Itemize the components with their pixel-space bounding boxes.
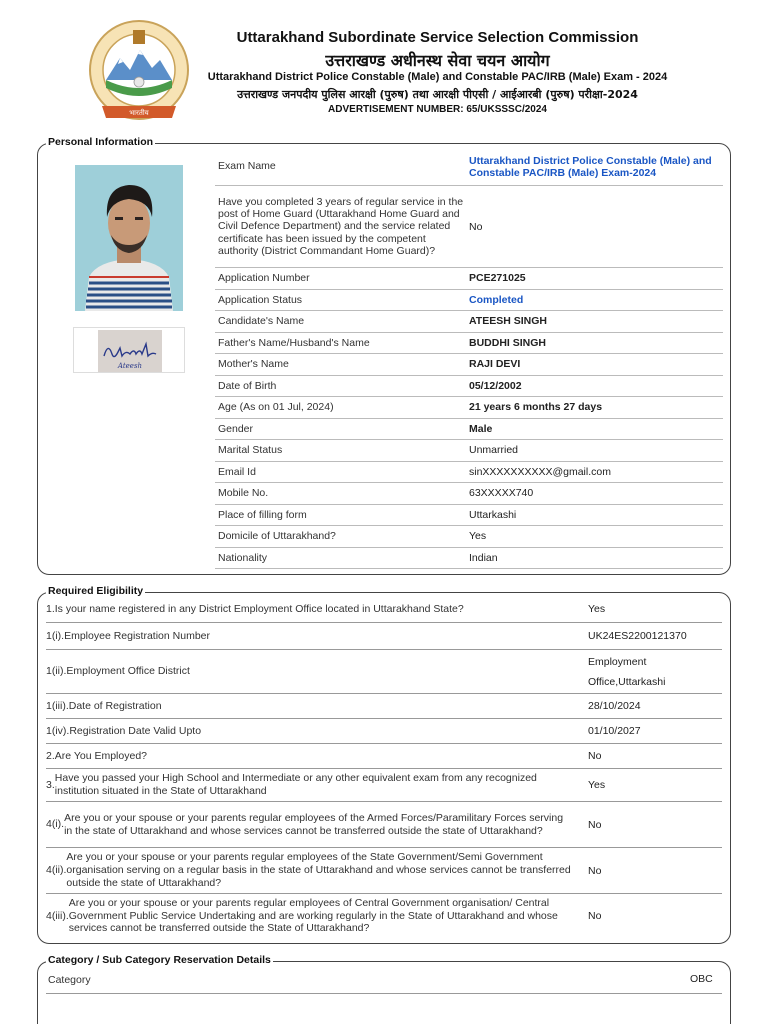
- question-text: Have you passed your High School and Intermediate or any other equivalent exam from any recognized institution situated in the State of Uttarakhand: [54, 772, 537, 797]
- personal-information-section: [37, 136, 731, 575]
- row-label: Age (As on 01 Jul, 2024): [218, 401, 334, 414]
- table-row: [215, 440, 723, 462]
- row-label: Father's Name/Husband's Name: [218, 336, 370, 349]
- row-value: Yes: [469, 530, 487, 543]
- row-label: Marital Status: [218, 444, 283, 457]
- row-label: Application Status: [218, 293, 303, 306]
- table-row: [215, 376, 723, 398]
- eligibility-row: [46, 802, 722, 848]
- table-row: [215, 526, 723, 548]
- question-number: 1(i).: [46, 629, 65, 642]
- row-value: PCE271025: [469, 272, 526, 285]
- table-row: [215, 354, 723, 376]
- question-text: Are you or your spouse or your parents regular employees of the Armed Forces/Paramilitary Forces serving in the state of Uttarakhand and whose services cannot be transferred outside the state of Uttarakhand?: [64, 811, 564, 837]
- table-row: [215, 148, 723, 186]
- table-row: [215, 397, 723, 419]
- answer-value: No: [588, 910, 602, 922]
- row-label: Place of filling form: [218, 508, 307, 521]
- table-row: [215, 483, 723, 505]
- commission-title-en: Uttarakhand Subordinate Service Selection Commission: [236, 29, 639, 46]
- question-text: Employee Registration Number: [64, 629, 210, 642]
- question-number: 2.: [46, 749, 55, 762]
- question-number: 1(ii).: [46, 665, 67, 678]
- application-status-value: Completed: [469, 293, 524, 306]
- row-label: Mobile No.: [218, 487, 269, 500]
- row-value: Male: [469, 422, 493, 435]
- answer-value: No: [588, 750, 602, 762]
- question-number: 4(i).: [46, 818, 65, 831]
- table-row: [215, 268, 723, 290]
- eligibility-row: [46, 848, 722, 894]
- row-label: Gender: [218, 422, 254, 435]
- category-value: OBC: [690, 973, 713, 985]
- answer-value: Yes: [588, 779, 606, 791]
- question-text: Are You Employed?: [54, 749, 147, 762]
- question-text: Are you or your spouse or your parents regular employees of Central Government organisation/ Central Government Public Service Undertaking and are working regularly in the State of Uttarakhand and whose services cannot be transferred outside the State of Uttarakhand?: [68, 896, 558, 935]
- eligibility-row: [46, 597, 722, 623]
- commission-title-hi: उत्तराखण्ड अधीनस्थ सेवा चयन आयोग: [325, 51, 550, 70]
- row-value: Uttarkashi: [469, 508, 517, 521]
- table-row: [215, 186, 723, 268]
- question-number: 1(iv).: [46, 724, 70, 737]
- signature-box: [73, 327, 185, 373]
- row-label: Candidate's Name: [218, 315, 305, 328]
- row-value: ATEESH SINGH: [469, 315, 547, 328]
- svg-text:भारतीय: भारतीय: [129, 109, 149, 117]
- answer-value: Yes: [588, 603, 606, 615]
- svg-text:Ateesh: Ateesh: [117, 362, 143, 370]
- question-text: Employment Office District: [66, 665, 190, 678]
- table-row: [215, 462, 723, 484]
- answer-value: Employment Office,Uttarkashi: [588, 656, 666, 688]
- required-eligibility-section: [37, 585, 731, 944]
- row-value: 21 years 6 months 27 days: [469, 401, 603, 414]
- row-value: sinXXXXXXXXXX@gmail.com: [469, 465, 611, 478]
- category-reservation-section: [37, 954, 731, 1024]
- answer-value: UK24ES2200121370: [588, 630, 687, 642]
- row-label: Date of Birth: [218, 379, 277, 392]
- table-row: [215, 548, 723, 570]
- candidate-photo: [75, 165, 183, 311]
- category-reservation-legend: Category / Sub Category Reservation Details: [48, 954, 271, 966]
- exam-title-hi: उत्तराखण्ड जनपदीय पुलिस आरक्षी (पुरुष) तथा आरक्षी पीएसी / आईआरबी (पुरुष) परीक्षा-2024: [237, 88, 638, 101]
- row-label: Have you completed 3 years of regular service in the post of Home Guard (Uttarakhand Home Guard and Civil Defence Department) and the service related certificate has been issued by the competent authority (District Commandant Home Guard)?: [218, 195, 464, 257]
- category-label: Category: [48, 974, 91, 986]
- personal-information-legend: Personal Information: [48, 136, 154, 148]
- question-text: Is your name registered in any District Employment Office located in Uttarakhand State?: [54, 603, 464, 616]
- row-value: No: [469, 220, 483, 233]
- question-number: 4(ii).: [46, 864, 67, 877]
- eligibility-row: [46, 694, 722, 719]
- personal-info-table: [215, 148, 723, 569]
- row-label: Nationality: [218, 551, 268, 564]
- row-label: Exam Name: [218, 160, 276, 173]
- question-number: 1(iii).: [46, 699, 69, 712]
- required-eligibility-legend: Required Eligibility: [48, 585, 144, 597]
- eligibility-row: [46, 719, 722, 744]
- answer-value: No: [588, 865, 602, 877]
- row-label: Email Id: [218, 465, 256, 478]
- row-label: Domicile of Uttarakhand?: [218, 530, 336, 543]
- candidate-signature: [98, 330, 162, 372]
- eligibility-row: [46, 623, 722, 650]
- row-value: 05/12/2002: [469, 379, 522, 392]
- row-label: Mother's Name: [218, 358, 289, 371]
- question-text: Date of Registration: [68, 699, 162, 712]
- table-row: [215, 333, 723, 355]
- table-row: [215, 290, 723, 312]
- row-value: BUDDHI SINGH: [469, 336, 547, 349]
- row-value: 63XXXXX740: [469, 487, 534, 500]
- advertisement-number: ADVERTISEMENT NUMBER: 65/UKSSSC/2024: [328, 104, 547, 115]
- category-row: [46, 968, 722, 994]
- answer-value: No: [588, 819, 602, 831]
- table-row: [215, 505, 723, 527]
- question-number: 4(iii).: [46, 909, 69, 922]
- row-value: Unmarried: [469, 444, 519, 457]
- answer-value: 01/10/2027: [588, 725, 641, 737]
- question-number: 3.: [46, 778, 55, 791]
- eligibility-row: [46, 650, 722, 694]
- answer-value: 28/10/2024: [588, 700, 641, 712]
- eligibility-row: [46, 744, 722, 769]
- question-text: Are you or your spouse or your parents regular employees of the State Government/Semi Government organisation serving on a regular basis in the state of Uttarakhand and whose services cannot be transferred outside the state of Uttarakhand?: [66, 851, 571, 889]
- page-header: [0, 0, 768, 135]
- table-row: [215, 311, 723, 333]
- exam-name-value: Uttarakhand District Police Constable (Male) and Constable PAC/IRB (Male) Exam-2024: [469, 154, 712, 179]
- row-value: RAJI DEVI: [469, 358, 521, 371]
- question-text: Registration Date Valid Upto: [69, 724, 202, 737]
- table-row: [215, 419, 723, 441]
- row-label: Application Number: [218, 272, 310, 285]
- row-value: Indian: [469, 551, 498, 564]
- exam-title-en: Uttarakhand District Police Constable (Male) and Constable PAC/IRB (Male) Exam - 2024: [207, 71, 668, 83]
- question-number: 1.: [46, 603, 55, 616]
- eligibility-row: [46, 769, 722, 802]
- eligibility-row: [46, 894, 722, 938]
